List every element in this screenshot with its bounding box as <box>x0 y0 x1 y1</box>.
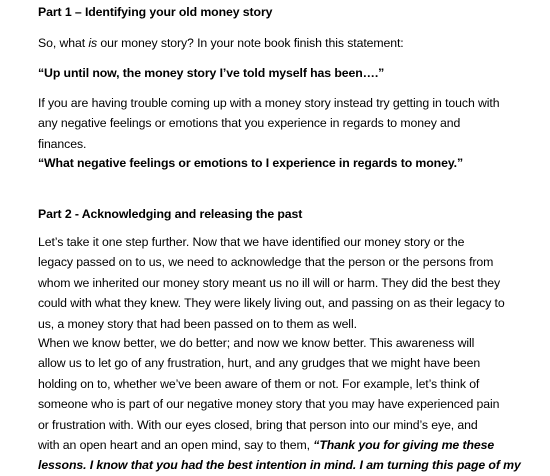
para2-line-6 <box>38 435 530 455</box>
trouble-line-3: finances. <box>38 136 87 151</box>
part1-intro <box>38 33 530 53</box>
para2-line-6-text: with an open heart and an open mind, say to them, <box>38 438 314 453</box>
para2-line-2: allow us to let go of any frustration, hurt, and any grudges that we might have been <box>38 356 481 371</box>
para1-line-4: could with what they knew. They were likely living out, and passing on as their legacy to <box>38 296 505 311</box>
para1-line-5: us, a money story that had been passed on to them as well. <box>38 316 357 331</box>
part1-trouble-paragraph <box>38 93 530 154</box>
part2-paragraph-1 <box>38 232 530 334</box>
para2-line-4: someone who is part of our negative money story that you may have experienced pain <box>38 397 500 412</box>
para1-line-3: whom we inherited our money story meant us no ill will or harm. They did the best they <box>38 275 501 290</box>
trouble-line-2: any negative feelings or emotions that you experience in regards to money and <box>38 116 461 131</box>
para2-line-5: or frustration with. With our eyes closed, bring that person into our mind’s eye, and <box>38 417 478 432</box>
part1-heading: Part 1 – Identifying your old money story <box>38 5 273 19</box>
para2-line-3: holding on to, whether we’ve been aware of them or not. For example, let’s think of <box>38 376 480 391</box>
intro-text-pre: So, what <box>38 36 89 50</box>
trouble-line-1: If you are having trouble coming up with a money story instead try getting in touch with <box>38 96 500 110</box>
para2-line-7: lessons. I know that you had the best intention in mind. I am turning this page of my <box>38 458 521 473</box>
para2-line-1: When we know better, we do better; and now we know better. This awareness will <box>38 336 475 350</box>
intro-text-post: our money story? In your note book finish this statement: <box>97 36 404 50</box>
quote-money-story: “Up until now, the money story I’ve told myself has been….” <box>38 66 385 80</box>
part2-paragraph-2 <box>38 333 530 476</box>
part2-heading: Part 2 - Acknowledging and releasing the past <box>38 207 303 221</box>
intro-text-emphasis: is <box>88 36 98 50</box>
para1-line-1: Let’s take it one step further. Now that we have identified our money story or the <box>38 235 465 249</box>
quote-negative-feelings: “What negative feelings or emotions to I experience in regards to money.” <box>38 156 464 170</box>
thank-you-quote-start: “Thank you for giving me these <box>313 438 495 453</box>
para1-line-2: legacy passed on to us, we need to acknowledge that the person or the persons from <box>38 255 494 270</box>
